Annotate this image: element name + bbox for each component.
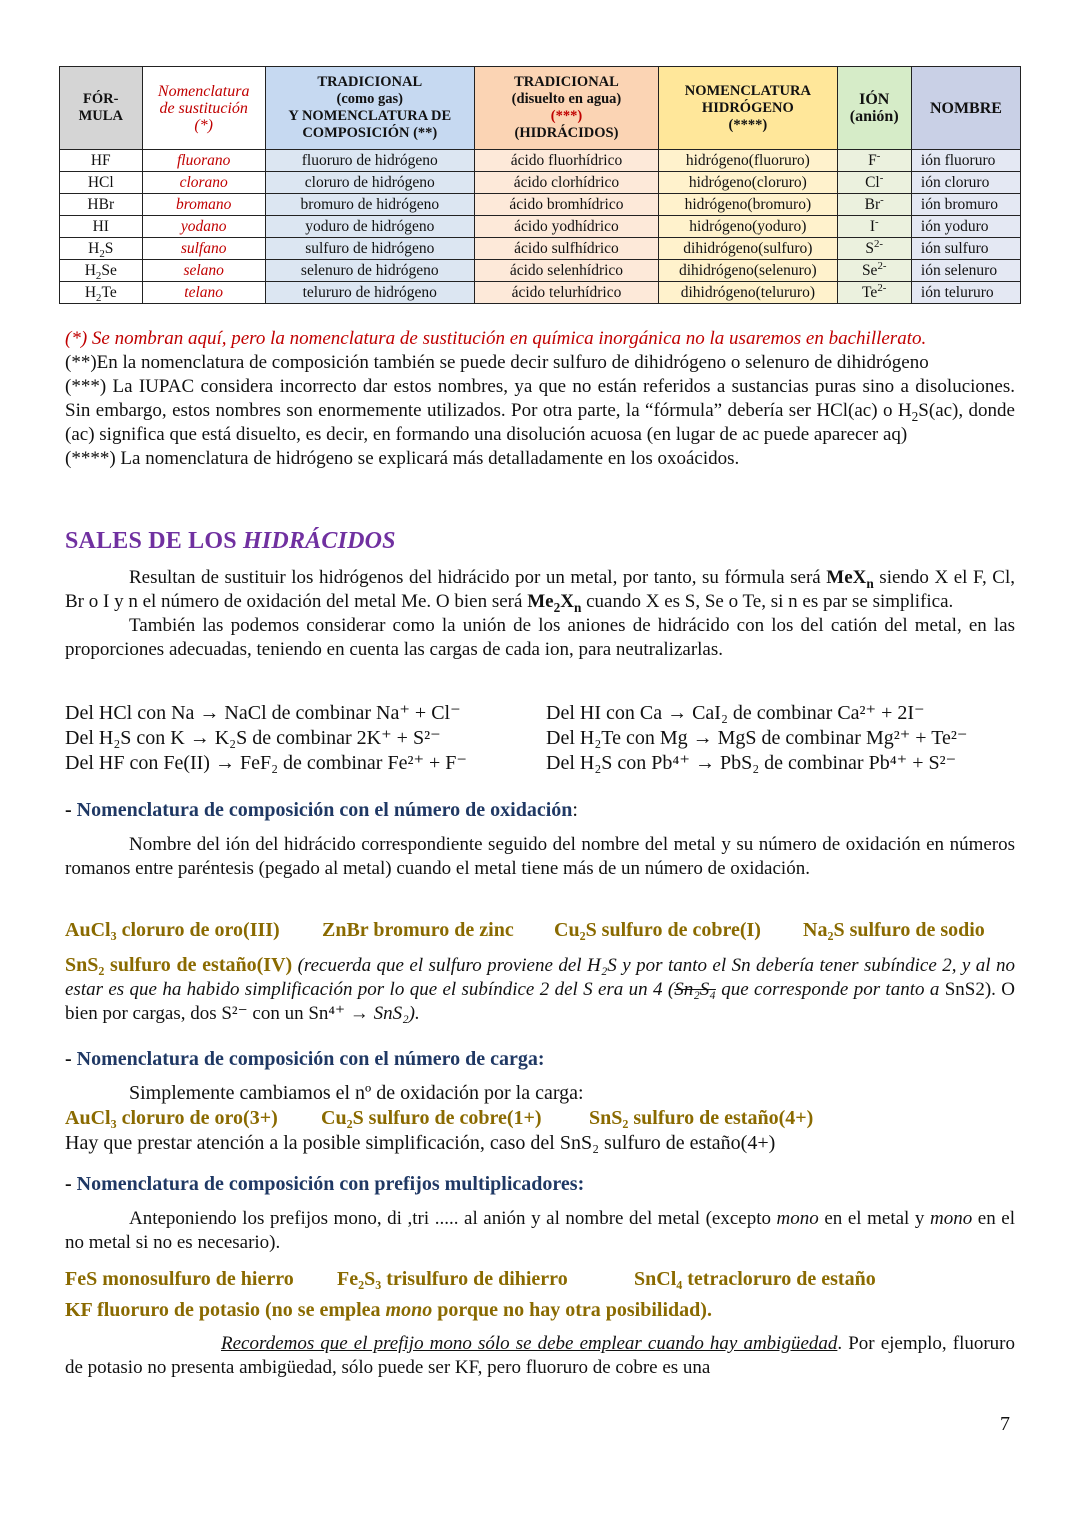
header-ion: IÓN (anión): [837, 67, 911, 150]
cell-nombre: ión bromuro: [911, 194, 1020, 216]
cell-tradicional-agua: ácido telurhídrico: [474, 282, 658, 304]
cell-formula: HF: [60, 150, 143, 172]
cell-nombre: ión cloruro: [911, 172, 1020, 194]
cell-tradicional-gas: bromuro de hidrógeno: [265, 194, 474, 216]
cell-formula: HCl: [60, 172, 143, 194]
header-tradicional-gas: TRADICIONAL (como gas) Y NOMENCLATURA DE COMPOSICIÓN (**): [265, 67, 474, 150]
cell-tradicional-gas: telururo de hidrógeno: [265, 282, 474, 304]
cell-sustitucion: telano: [142, 282, 265, 304]
cell-nombre: ión yoduro: [911, 216, 1020, 238]
subheading-numero-carga: - Nomenclatura de composición con el número de carga:: [65, 1048, 545, 1070]
example-na2s: Na₂S sulfuro de sodio: [803, 919, 985, 941]
table-row: [60, 282, 1021, 304]
section-paragraphs: [65, 566, 1015, 662]
subheading-numero-oxidacion: - Nomenclatura de composición con el número de oxidación:: [65, 799, 578, 821]
cell-formula: $H_2S$: [60, 238, 143, 260]
subheading-prefijos: - Nomenclatura de composición con prefijos multiplicadores:: [65, 1173, 585, 1195]
cell-hidrogeno: hidrógeno(cloruro): [659, 172, 837, 194]
header-tradicional-agua: TRADICIONAL (disuelto en agua) (***) (HIDRÁCIDOS): [474, 67, 658, 150]
cell-hidrogeno: dihidrógeno(sulfuro): [659, 238, 837, 260]
cell-sustitucion: selano: [142, 260, 265, 282]
example-cu2s-carga: Cu₂S sulfuro de cobre(1+): [321, 1107, 542, 1129]
paragraph-ambiguedad: Recordemos que el prefijo mono sólo se debe emplear cuando hay ambigüedad. Por ejemplo, fluoruro de potasio no presenta ambigüedad, sólo puede ser KF, pero fluoruro de cobre es una: [65, 1333, 1015, 1378]
paragraph-formula: Resultan de sustituir los hidrógenos del hidrácido por un metal, por tanto, su fórmula será MeX$_n$ siendo X el F, Cl, Br o I y n el número de oxidación del metal Me. O bien será $Me_2X_n$ cuando X es S, Se o Te, si n es par se simplifica.: [65, 567, 1015, 615]
paragraph-numero-carga: Simplemente cambiamos el nº de oxidación por la carga:: [129, 1082, 584, 1104]
cell-hidrogeno: hidrógeno(fluoruro): [659, 150, 837, 172]
table-row: [60, 172, 1021, 194]
notes-block: [65, 327, 1015, 471]
cell-ion: Br-: [837, 194, 911, 216]
example-fes: FeS monosulfuro de hierro: [65, 1268, 294, 1290]
header-formula: FÓR- MULA: [60, 67, 143, 150]
cell-tradicional-agua: ácido sulfhídrico: [474, 238, 658, 260]
paragraph-prefijos: Anteponiendo los prefijos mono, di ,tri ..... al anión y al nombre del metal (excepto mono en el metal y mono en el no metal si no es necesario).: [65, 1208, 1015, 1253]
cell-hidrogeno: hidrógeno(bromuro): [659, 194, 837, 216]
cell-ion: F-: [837, 150, 911, 172]
cell-tradicional-agua: ácido bromhídrico: [474, 194, 658, 216]
cell-tradicional-agua: ácido clorhídrico: [474, 172, 658, 194]
cell-formula: HI: [60, 216, 143, 238]
cell-sustitucion: clorano: [142, 172, 265, 194]
header-sustitucion: Nomenclatura de sustitución (*): [142, 67, 265, 150]
cell-formula: $H_2Se$: [60, 260, 143, 282]
section-heading: SALES DE LOS HIDRÁCIDOS: [65, 528, 396, 554]
note-composicion: (**)En la nomenclatura de composición también se puede decir sulfuro de dihidrógeno o selenuro de dihidrógeno: [65, 352, 929, 373]
table-row: [60, 216, 1021, 238]
paragraph-simplificacion: Hay que prestar atención a la posible simplificación, caso del SnS₂ sulfuro de estaño(4+): [65, 1132, 776, 1154]
cell-sustitucion: sulfano: [142, 238, 265, 260]
cell-nombre: ión selenuro: [911, 260, 1020, 282]
table-row: [60, 194, 1021, 216]
cell-ion: $Te^{2-}$: [837, 282, 911, 304]
header-nombre: NOMBRE: [911, 67, 1020, 150]
cell-tradicional-gas: selenuro de hidrógeno: [265, 260, 474, 282]
example-fe2s3: Fe₂S₃ trisulfuro de dihierro: [337, 1268, 568, 1290]
cell-tradicional-gas: sulfuro de hidrógeno: [265, 238, 474, 260]
paragraph-aniones: También las podemos considerar como la unión de los aniones de hidrácido con los del catión del metal, en las proporciones adecuadas, teniendo en cuenta las cargas de cada ion, para neutralizarlas.: [65, 615, 1015, 660]
cell-tradicional-gas: cloruro de hidrógeno: [265, 172, 474, 194]
table-header-row: [60, 67, 1021, 150]
cell-hidrogeno: dihidrógeno(telururo): [659, 282, 837, 304]
table-row: [60, 150, 1021, 172]
cell-ion: $Se^{2-}$: [837, 260, 911, 282]
example-sns2-carga: SnS₂ sulfuro de estaño(4+): [589, 1107, 814, 1129]
cell-ion: $S^{2-}$: [837, 238, 911, 260]
example-aucl3-carga: AuCl₃ cloruro de oro(3+): [65, 1107, 278, 1129]
cell-tradicional-gas: yoduro de hidrógeno: [265, 216, 474, 238]
example-right-3: Del H₂S con Pb⁴⁺ → PbS₂ de combinar Pb⁴⁺ + S²⁻: [546, 752, 957, 774]
note-hidrogeno: (****) La nomenclatura de hidrógeno se explicará más detalladamente en los oxoácidos.: [65, 448, 740, 469]
cell-sustitucion: fluorano: [142, 150, 265, 172]
example-aucl3: AuCl₃ cloruro de oro(III): [65, 919, 280, 941]
cell-nombre: ión sulfuro: [911, 238, 1020, 260]
header-nomenclatura-hidrogeno: NOMENCLATURA HIDRÓGENO (****): [659, 67, 837, 150]
example-znbr: ZnBr bromuro de zinc: [322, 919, 514, 941]
page-number: 7: [1000, 1413, 1010, 1435]
note-sustitucion: (*) Se nombran aquí, pero la nomenclatura de sustitución en química inorgánica no la usaremos en bachillerato.: [65, 328, 927, 349]
cell-tradicional-gas: fluoruro de hidrógeno: [265, 150, 474, 172]
paragraph-numero-oxidacion: Nombre del ión del hidrácido correspondiente seguido del nombre del metal y su número de oxidación en números romanos entre paréntesis (pegado al metal) cuando el metal tiene más de un número de oxidación.: [65, 834, 1015, 879]
cell-hidrogeno: dihidrógeno(selenuro): [659, 260, 837, 282]
example-left-1: Del HCl con Na → NaCl de combinar Na⁺ + Cl⁻: [65, 702, 461, 724]
cell-tradicional-agua: ácido fluorhídrico: [474, 150, 658, 172]
cell-tradicional-agua: ácido yodhídrico: [474, 216, 658, 238]
cell-ion: Cl-: [837, 172, 911, 194]
cell-nombre: ión fluoruro: [911, 150, 1020, 172]
hydracid-nomenclature-table: [59, 66, 1021, 304]
cell-formula: HBr: [60, 194, 143, 216]
cell-formula: $H_2Te$: [60, 282, 143, 304]
cell-ion: I-: [837, 216, 911, 238]
cell-hidrogeno: hidrógeno(yoduro): [659, 216, 837, 238]
cell-sustitucion: yodano: [142, 216, 265, 238]
example-kf: KF fluoruro de potasio (no se emplea mono porque no hay otra posibilidad).: [65, 1299, 712, 1321]
paragraph-sns2: SnS₂ sulfuro de estaño(IV) (recuerda que el sulfuro proviene del H₂S y por tanto el Sn debería tener subíndice 2, y al no estar es que ha habido simplificación por lo que el subíndice 2 del S era un 4 (Sn₂S₄ que corresponde por tanto a SnS2). O bien por cargas, dos S²⁻ con un Sn⁴⁺ → SnS₂).: [65, 954, 1015, 1024]
example-left-2: Del H₂S con K → K₂S de combinar 2K⁺ + S²⁻: [65, 727, 441, 749]
example-left-3: Del HF con Fe(II) → FeF₂ de combinar Fe²⁺ + F⁻: [65, 752, 467, 774]
example-sncl4: SnCl₄ tetracloruro de estaño: [634, 1268, 876, 1290]
note-iupac: (***) La IUPAC considera incorrecto dar estos nombres, ya que no están referidos a sustancias puras sino a disoluciones. Sin embargo, estos nombres son enormemente utilizados. Por otra parte, la “fórmula” debería ser HCl(ac) o $H_2S(ac)$, donde (ac) significa que está disuelto, es decir, en formando una disolución acuosa (en lugar de ac puede aparecer aq): [65, 376, 1015, 445]
example-right-1: Del HI con Ca → CaI₂ de combinar Ca²⁺ + 2I⁻: [546, 702, 925, 724]
cell-tradicional-agua: ácido selenhídrico: [474, 260, 658, 282]
example-cu2s: Cu₂S sulfuro de cobre(I): [554, 919, 761, 941]
table-row: [60, 260, 1021, 282]
cell-nombre: ión telururo: [911, 282, 1020, 304]
cell-sustitucion: bromano: [142, 194, 265, 216]
example-right-2: Del H₂Te con Mg → MgS de combinar Mg²⁺ + Te²⁻: [546, 727, 968, 749]
table-row: [60, 238, 1021, 260]
